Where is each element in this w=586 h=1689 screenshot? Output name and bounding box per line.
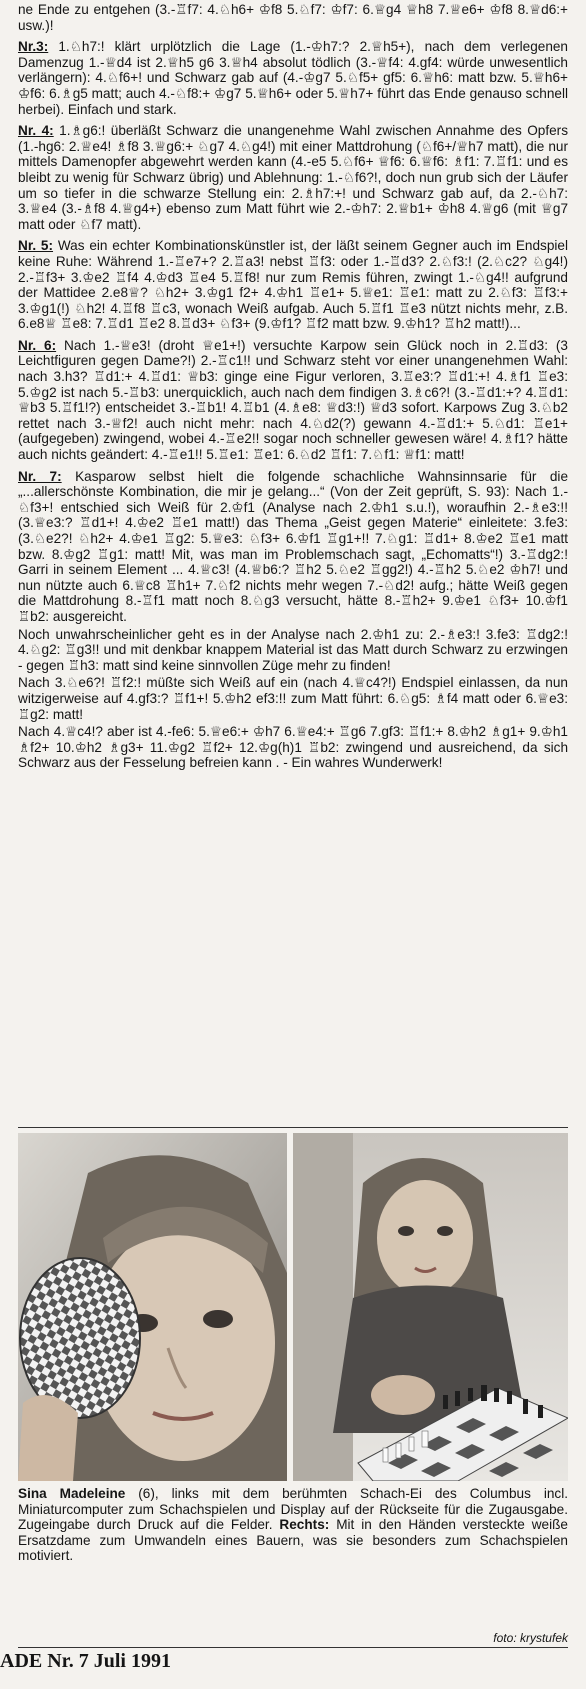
divider-rule [18,1127,568,1128]
solution-nr3 [18,39,568,117]
solution-nr4 [18,123,568,232]
analysis-text: Nach 4.♕c4!? aber ist 4.-fe6: 5.♕e6:+ ♔h7 6.♕e4:+ ♖g6 7.gf3: ♖f1:+ 8.♔h2 ♗g1+ 9.♔h1 ♗f2+ 10.♔h2 ♗g3+ 11.♔g2 ♖f2+ 12.♔g(h)1 ♖b2: zwingend und ausreichend, da sich Schwarz aus der Fesselung befreien kann . - Ein wahres Wunderwerk! [18,724,568,771]
analysis-paragraph [18,724,568,771]
solution-heading: Nr. 6: [18,337,57,353]
chess-egg [20,1258,140,1418]
hands-shape [371,1375,435,1415]
analysis-text: Nach 3.♘e6?! ♖f2:! müßte sich Weiß auf ein (nach 4.♕c4?!) Endspiel einlassen, da nun witzigerweise auf 4.gf3:? ♖f1+! 5.♔h2 ef3:!! zum Matt führt: 6.♘g5: ♗f4 matt oder 6.♕e3: ♖g2: matt! [18,675,568,722]
solution-heading: Nr. 7: [18,468,62,484]
issue-footer: ADE Nr. 7 Juli 1991 [0,1650,171,1672]
analysis-paragraph [18,627,568,674]
hand-shape [18,1395,78,1481]
photo-girl-with-chessboard [293,1133,568,1481]
caption-right-label: Rechts: [279,1517,330,1533]
solution-continued [18,2,568,33]
solution-nr7 [18,469,568,625]
solution-heading: Nr.3: [18,39,49,55]
analysis-paragraph [18,675,568,722]
photo-left-image [18,1133,287,1481]
solution-heading: Nr. 4: [18,123,54,139]
solution-text: Nach 1.-♕e3! (droht ♕e1+!) versuchte Karpow sein Glück noch in 2.♖d3: (3 Leichtfiguren gegen Dame?!) 2.-♖c1!! und Schwarz steht vor einer unangenehmen Wahl: nach 3.h3? ♖d1:+ 4.♖d1: ♕b3: ginge eine Figur verloren, 3.♖e3:? ♖d1:+! 4.♗f1 ♖e3: 5.♔g2 ist nach 5.-♖b3: unerquicklich, auch nach dem findigen 3.♗c6?! (3.-♖d1:+? 4.♖d1: ♕b3 5.♖f1!?) entscheidet 3.-♖b1! 4.♖b1 (4.♗e8: ♕d3:!) ♕d3 sofort. Karpows Zug 3.♘b2 rettet nach 3.-♕f2! auch nicht mehr: nach 4.♘d2(?) gewann 4.-♖d1:+ 5.♘d1: ♖e1+ (aufgegeben) zwingend, wobei 4.-♖e2!! sogar noch schneller gewesen wäre! 4.♗f1? hätte auch nichts geändert: 4.-♖e1!! 5.♖e1: ♖e1: 6.♘d2 ♖f1: 7.♘f1: ♕f1: matt! [18,337,568,463]
caption-text: (6), links mit dem berühmten Schach-Ei des Columbus incl. Miniaturcomputer zum Schachspielen und Display auf der Rückseite für die Zugausgabe. Zugeingabe durch Druck auf die Felder. [18,1486,568,1533]
analysis-text: Noch unwahrscheinlicher geht es in der Analyse nach 2.♔h1 zu: 2.-♗e3:! 3.fe3: ♖dg2:! 4.♘g2: ♖g3!! und mit denkbar knappem Material ist das Matt durch Schwarz zu erzwingen - gegen ♖h3: matt sind keine sinnvollen Züge mehr zu finden! [18,626,568,673]
solution-text: ne Ende zu entgehen (3.-♖f7: 4.♘h6+ ♔f8 5.♘f7: ♔f7: 6.♕g4 ♕h8 7.♕e6+ ♔f8 8.♕d6:+ usw.)! [18,2,568,33]
photo-caption [18,1486,568,1564]
solution-text: Kasparow selbst hielt die folgende schachliche Wahnsinnsarie für die „...allerschönste Kombination, die mir je gelang...“ (Von der Zeit geprüft, S. 93): Nach 1.-♘f3+! entschied sich Weiß für 2.♔f1 (Analyse nach 2.♔h1 s.u.!), woraufhin 2.-♗e3:!! (3.♕e3:? ♖d1+! 4.♔e2 ♖e1 matt!) das Thema „Geist gegen Materie“ einleitete: 3.fe3: (3.♘e2?! ♘h2+ 4.♔e1 ♖g2: 5.♕e3: ♘f3+ 6.♔f1 ♖g1+!! 7.♘g1: ♖d1+ 8.♔e2 ♖e1 matt bzw. 8.♔g2 ♖g1: matt! Mit, was man im Problemschach sagt, „Echomatts“!) 3.-♖dg2:! Garri in seinem Element ... 4.♕c3! (4.♕b6:? ♖h2 5.♘e2 ♖gg2!) 4.-♖h2 5.♘e2 ♔h7! und nun nützte auch 6.♕c8 ♖h1+ 7.♘f2 nichts mehr wegen 7.-♘d2! aufg.; hätte Weiß gegen die Mattdrohung 8.-♖f1 matt noch 8.♘g3 versucht, hätte 8.-♖h2+ 9.♔e1 ♘f3+ 10.♔f1 ♖b2: ausgereicht. [18,468,569,624]
solution-heading: Nr. 5: [18,238,54,254]
footer-rule [18,1647,568,1648]
solution-text: 1.♗g6:! überläßt Schwarz die unangenehme Wahl zwischen Annahme des Opfers (1.-hg6: 2.♕e4! ♗f8 3.♕g6:+ ♘g7 4.♘g4!) mit einer Mattdrohung (♘f6+/♕h7 matt), die nur mittels Damenopfer abgewehrt werden kann (4.-e5 5.♘f6+ ♕f6: 6.♕f6: ♗f1: 7.♖f1: und es bleibt zu wenig für Schwarz übrig) und Ablehnung: 1.-♘f6?!, doch nun grub sich der Läufer um so tiefer in die schwarze Stellung ein: 2.♗h7:+! und Schwarz gab auf, da 2.-♘h7: 3.♕e4 (3.-♗f8 4.♕g4+) ebenso zum Matt führt wie 2.-♔h7: 2.♕b1+ ♔h8 4.♕g6 (mit ♕g7 matt oder ♘f7 matt). [18,123,569,232]
article-text [18,2,568,773]
caption-text: Mit in den Händen versteckte weiße Ersatzdame zum Umwandeln eines Bauern, was sie besonders zum Schachspielen motiviert. [18,1517,568,1564]
photo-girl-with-chess-egg [18,1133,287,1481]
photo-strip [18,1133,568,1481]
photo-credit: foto: krystufek [493,1631,568,1645]
solution-text: Was ein echter Kombinationskünstler ist, der läßt seinem Gegner auch im Endspiel keine Ruhe: Während 1.-♖e7+? 2.♖a3! nebst ♖f3: oder 1.-♖d3? 2.♘f3:! (2.♘c2? ♘g4!) 2.-♖f3+ 3.♔e2 ♖f4 4.♔d3 ♖e4 5.♖f8! nur zum Remis führen, zwingt 1.-♘g4!! aufgrund der Mattidee 2.e8♕? ♘h2+ 3.♔g1 f2+ 4.♔h1 ♖e1+ 5.♕e1: ♖e1: matt zu 2.♘f3: ♖f3:+ 3.♔g1(!) ♘h2! 4.♖f8 ♖c3, wonach Weiß aufgab. Auch 5.♖f1 ♖e3 nützt nichts mehr, z.B. 6.e8♕ ♖e8: 7.♖d1 ♖e2 8.♖d3+ ♘f3+ (9.♔f1? ♖f2 matt bzw. 9.♔h1? ♖h2 matt!)... [18,238,569,332]
caption-name: Sina Madeleine [18,1486,126,1501]
solution-nr6 [18,338,568,463]
photo-right-image [293,1133,568,1481]
face-shape [377,1180,473,1296]
solution-nr5 [18,238,568,332]
solution-text: 1.♘h7:! klärt urplötzlich die Lage (1.-♔h7:? 2.♕h5+), nach dem verlegenen Damenzug 1.-♕d4 ist 2.♕h5 g6 3.♕h4 absolut tödlich (3.-♕f4: 4.gf4: würde unwesentlich verlängern): 4.♘f6+! und Schwarz gab auf (4.-♔g7 5.♘f5+ gf5: 6.♕h6: matt bzw. 5.♕h6+ ♔f6: 6.♗g5 matt; auch 4.-♘f8:+ ♔g7 5.♕h6+ oder 5.♕h7+ führt das Ende genauso schnell herbei). Einfach und stark. [18,39,568,117]
